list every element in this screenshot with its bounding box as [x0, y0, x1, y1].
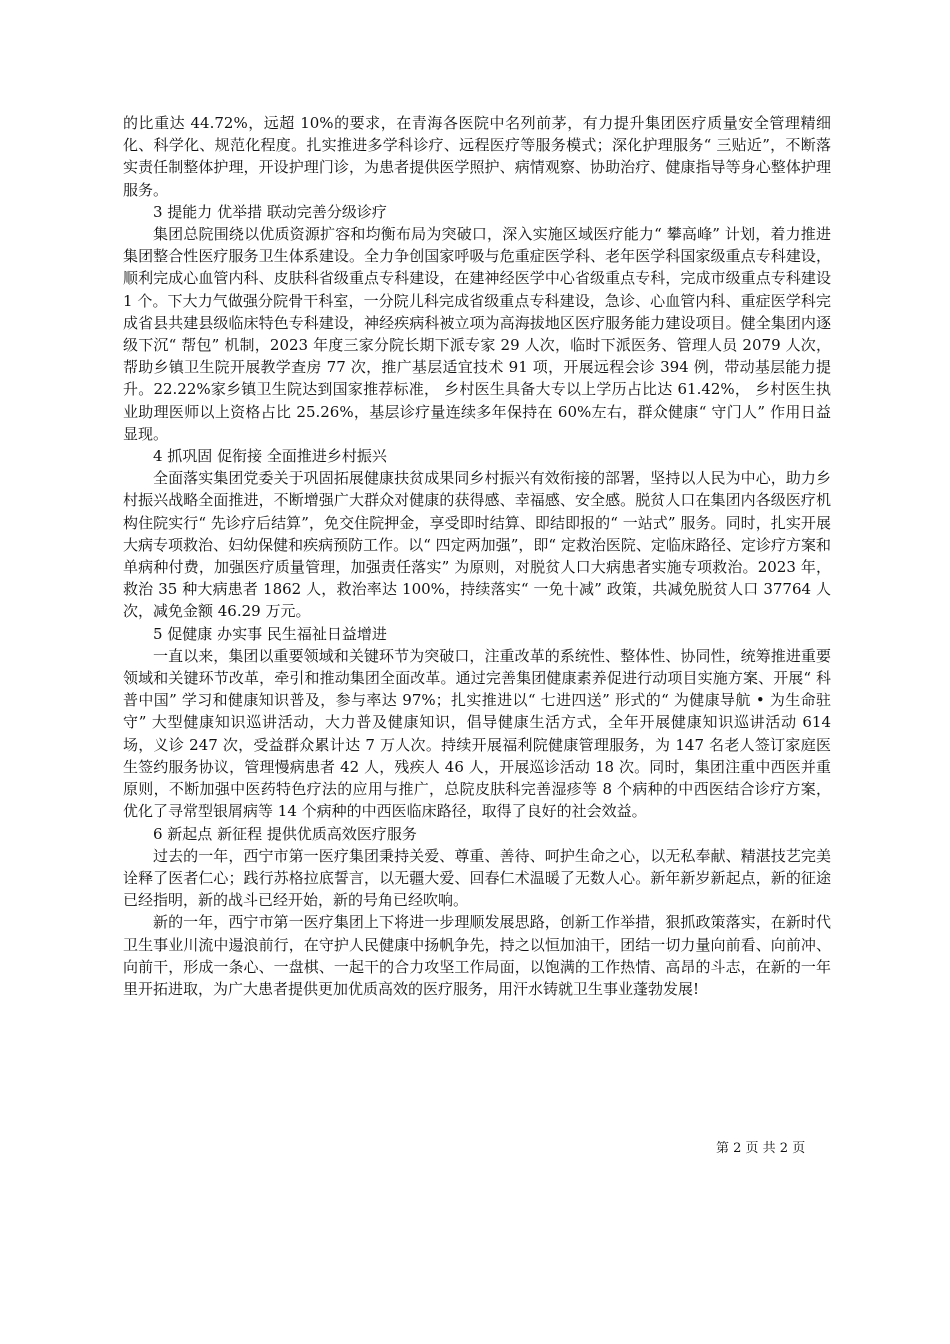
document-body: [123, 112, 831, 1000]
paragraph-5: 过去的一年，西宁市第一医疗集团秉持关爱、尊重、善待、呵护生命之心，以无私奉献、精湛技艺完美诠释了医者仁心；践行苏格拉底誓言，以无疆大爱、回春仁术温暖了无数人心。新年新岁新起点，新的征途已经指明，新的战斗已经开始，新的号角已经吹响。: [123, 846, 831, 910]
paragraph-1: 的比重达 44.72%，远超 10%的要求，在青海各医院中名列前茅，有力提升集团医疗质量安全管理精细化、科学化、规范化程度。扎实推进多学科诊疗、远程医疗等服务模式；深化护理服务“ 三贴近”，不断落实责任制整体护理，开设护理门诊，为患者提供医学照护、病情观察、协助治疗、健康指导等身心整体护理服务。: [123, 114, 831, 199]
paragraph-3: 全面落实集团党委关于巩固拓展健康扶贫成果同乡村振兴有效衔接的部署，坚持以人民为中心，助力乡村振兴战略全面推进，不断增强广大群众对健康的获得感、幸福感、安全感。脱贫人口在集团内各级医疗机构住院实行“ 先诊疗后结算”，免交住院押金，享受即时结算、即结即报的“ 一站式” 服务。同时，扎实开展大病专项救治、妇幼保健和疾病预防工作。以“ 四定两加强”，即“ 定救治医院、定临床路径、定诊疗方案和单病种付费，加强医疗质量管理，加强责任落实” 为原则，对脱贫人口大病患者实施专项救治。2023 年，救治 35 种大病患者 1862 人，救治率达 100%，持续落实“ 一免十减” 政策，共减免脱贫人口 37764 人次，减免金额 46.29 万元。: [123, 469, 831, 621]
paragraph-2: 集团总院围绕以优质资源扩容和均衡布局为突破口，深入实施区域医疗能力“ 攀高峰” 计划，着力推进集团整合性医疗服务卫生体系建设。全力争创国家呼吸与危重症医学科、老年医学科国家级重点专科建设，顺利完成心血管内科、皮肤科省级重点专科建设，在建神经医学中心省级重点专科，完成市级重点专科建设 1 个。下大力气做强分院骨干科室，一分院儿科完成省级重点专科建设，急诊、心血管内科、重症医学科完成省县共建县级临床特色专科建设，神经疾病科被立项为高海拔地区医疗服务能力建设项目。健全集团内逐级下沉“ 帮包” 机制，2023 年度三家分院长期下派专家 29 人次，临时下派医务、管理人员 2079 人次，帮助乡镇卫生院开展教学查房 77 次，推广基层适宜技术 91 项，开展远程会诊 394 例，带动基层能力提升。22.22%家乡镇卫生院达到国家推荐标准， 乡村医生具备大专以上学历占比达 61.42%， 乡村医生执业助理医师以上资格占比 25.26%，基层诊疗量连续多年保持在 60%左右，群众健康“ 守门人” 作用日益显现。: [123, 225, 831, 443]
paragraph-4: 一直以来，集团以重要领域和关键环节为突破口，注重改革的系统性、整体性、协同性，统筹推进重要领域和关键环节改革，牵引和推动集团全面改革。通过完善集团健康素养促进行动项目实施方案、开展“ 科普中国” 学习和健康知识普及，参与率达 97%；扎实推进以“ 七进四送” 形式的“ 为健康导航 • 为生命驻守” 大型健康知识巡讲活动，大力普及健康知识，倡导健康生活方式，全年开展健康知识巡讲活动 614 场，义诊 247 次，受益群众累计达 7 万人次。持续开展福利院健康管理服务，为 147 名老人签订家庭医生签约服务协议，管理慢病患者 42 人，残疾人 46 人，开展巡诊活动 18 次。同时，集团注重中西医并重原则，不断加强中医药特色疗法的应用与推广，总院皮肤科完善湿疹等 8 个病种的中西医结合诊疗方案，优化了寻常型银屑病等 14 个病种的中西医临床路径，取得了良好的社会效益。: [123, 646, 831, 821]
paragraph-6: 新的一年，西宁市第一医疗集团上下将进一步理顺发展思路，创新工作举措，狠抓政策落实，在新时代卫生事业川流中逿浪前行，在守护人民健康中扬帆争先，持之以恒加油干，团结一切力量向前看、向前冲、向前干，形成一条心、一盘棋、一起干的合力攻坚工作局面，以饱满的工作热情、高昂的斗志，在新的一年里开拓进取，为广大患者提供更加优质高效的医疗服务，用汗水铸就卫生事业蓬勃发展!: [123, 913, 831, 998]
section-heading-6: 6 新起点 新征程 提供优质高效医疗服务: [153, 824, 417, 843]
section-heading-3: 3 提能力 优举措 联动完善分级诊疗: [153, 202, 387, 221]
page-number: 第 2 页 共 2 页: [716, 1141, 806, 1156]
section-heading-4: 4 抓巩固 促衔接 全面推进乡村振兴: [153, 447, 387, 466]
section-heading-5: 5 促健康 办实事 民生福祉日益增进: [153, 624, 387, 643]
